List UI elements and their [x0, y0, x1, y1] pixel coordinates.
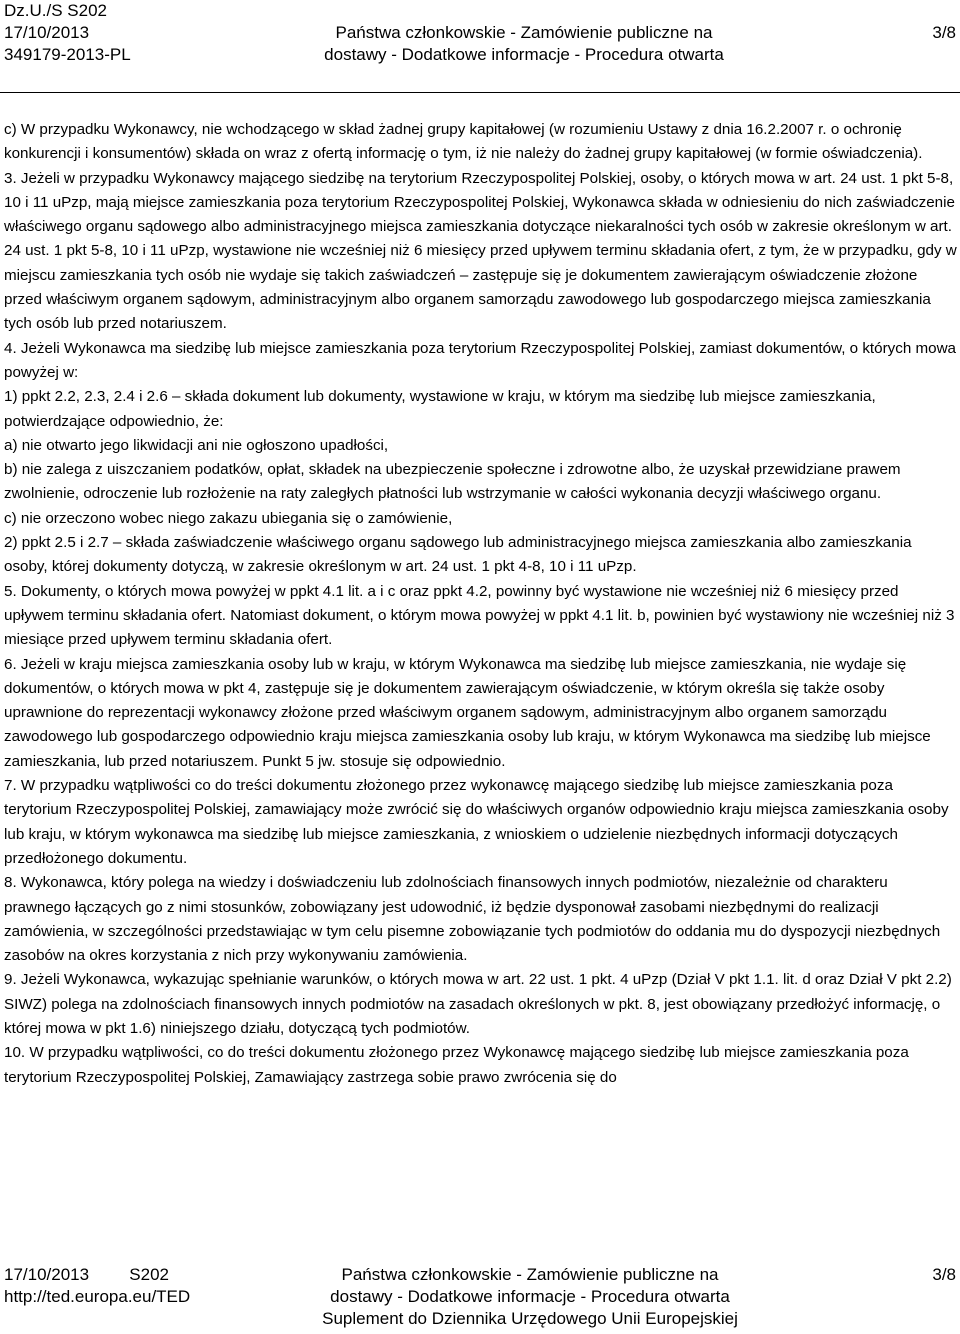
- footer-left-block: [4, 1264, 234, 1308]
- paragraph: b) nie zalega z uiszczaniem podatków, opłat, składek na ubezpieczenie społeczne i zdrowotne albo, że uzyskał przewidziane prawem zwolnienie, odroczenie lub rozłożenie na raty zaległych płatności lub wstrzymanie w całości wykonania decyzji właściwego organu.: [4, 461, 901, 503]
- footer-title-line3: Suplement do Dziennika Urzędowego Unii Europejskiej: [322, 1309, 738, 1328]
- footer-date: 17/10/2013: [4, 1265, 90, 1284]
- footer-url: http://ted.europa.eu/TED: [4, 1287, 191, 1306]
- footer-title: [300, 1264, 760, 1330]
- paragraph: 4. Jeżeli Wykonawca ma siedzibę lub miejsce zamieszkania poza terytorium Rzeczypospolitej Polskiej, zamiast dokumentów, o których mowa powyżej w:: [4, 339, 957, 381]
- document-body: [4, 118, 958, 1090]
- footer-date-row: [4, 1264, 169, 1286]
- footer-page-number: 3/8: [932, 1265, 956, 1284]
- paragraph: 6. Jeżeli w kraju miejsca zamieszkania osoby lub w kraju, w którym Wykonawca ma siedzibę lub miejsce zamieszkania, nie wydaje się dokumentów, o których mowa w pkt 4, zastępuje się je dokumentem zawierającym oświadczenie, w którym określa się także osoby uprawnione do reprezentacji wykonawcy złożone przed właściwym organem sądowym, administracyjnym albo organem samorządu zawodowego lub gospodarczego odpowiednio kraju miejsca zamieszkania osoby lub kraju, w którym Wykonawca ma siedzibę lub miejsce zamieszkania, lub przed notariuszem. Punkt 5 jw. stosuje się odpowiednio.: [4, 655, 931, 770]
- footer-title-line2: dostawy - Dodatkowe informacje - Procedura otwarta: [330, 1287, 730, 1306]
- paragraph: 1) ppkt 2.2, 2.3, 2.4 i 2.6 – składa dokument lub dokumenty, wystawione w kraju, w którym ma siedzibę lub miejsce zamieszkania, potwierdzające odpowiednio, że:: [4, 388, 876, 430]
- footer-title-line1: Państwa członkowskie - Zamówienie publiczne na: [341, 1265, 719, 1284]
- paragraph: c) nie orzeczono wobec niego zakazu ubiegania się o zamówienie,: [4, 509, 453, 527]
- paragraph: 5. Dokumenty, o których mowa powyżej w ppkt 4.1 lit. a i c oraz ppkt 4.2, powinny być wystawione nie wcześniej niż 6 miesięcy przed upływem terminu składania ofert. Natomiast dokument, o którym mowa powyżej w ppkt 4.1 lit. b, powinien być wystawiony nie wcześniej niż 3 miesiące przed upływem terminu składania ofert.: [4, 582, 955, 649]
- header-date: 17/10/2013: [4, 23, 90, 42]
- paragraph: 9. Jeżeli Wykonawca, wykazując spełnianie warunków, o których mowa w art. 22 ust. 1 pkt. 4 uPzp (Dział V pkt 1.1. lit. d oraz Dział V pkt 2.2) SIWZ) polega na zdolnościach finansowych innych podmiotów na zasadach określonych w pkt. 8, jest obowiązany przedłożyć informację, o której mowa w pkt 1.6) niniejszego działu, dotyczącą tych podmiotów.: [4, 971, 952, 1037]
- paragraph: 3. Jeżeli w przypadku Wykonawcy mającego siedzibę na terytorium Rzeczypospolitej Polskiej, osoby, o których mowa w art. 24 ust. 1 pkt 5-8, 10 i 11 uPzp, mają miejsce zamieszkania poza terytorium Rzeczypospolitej Polskiej, Wykonawca składa w odniesieniu do nich zaświadczenie właściwego organu sądowego albo administracyjnego miejsca zamieszkania dotyczące niekaralności tych osób w zakresie określonym w art. 24 ust. 1 pkt 5-8, 10 i 11 uPzp, wystawione nie wcześniej niż 6 miesięcy przed upływem terminu składania ofert, z tym, że w przypadku, gdy w miejscu zamieszkania tych osób nie wydaje się takich zaświadczeń – zastępuje się je dokumentem zawierającym oświadczenie złożone przed właściwym organem sądowym, administracyjnym albo organem samorządu zawodowego lub gospodarczego miejsca zamieszkania tych osób lub przed notariuszem.: [4, 169, 957, 333]
- header-doc-id: 349179-2013-PL: [4, 45, 131, 64]
- paragraph: 8. Wykonawca, który polega na wiedzy i doświadczeniu lub zdolnościach finansowych innych podmiotów, niezależnie od charakteru prawnego łączących go z nimi stosunków, zobowiązany jest udowodnić, iż będzie dysponował zasobami niezbędnymi do realizacji zamówienia, w szczególności przedstawiając w tym celu pisemne zobowiązanie tych podmiotów do oddania mu do dyspozycji niezbędnych zasobów na okres korzystania z nich przy wykonywaniu zamówienia.: [4, 874, 941, 965]
- paragraph: 7. W przypadku wątpliwości co do treści dokumentu złożonego przez wykonawcę mającego siedzibę lub miejsce zamieszkania poza terytorium Rzeczypospolitej Polskiej, zamawiający może zwrócić się do właściwych organów odpowiednio kraju miejsca zamieszkania osoby lub kraju, w którym wykonawca ma siedzibę lub miejsce zamieszkania, z wnioskiem o udzielenie niezbędnych informacji dotyczących przedłożonego dokumentu.: [4, 777, 949, 867]
- paragraph: c) W przypadku Wykonawcy, nie wchodzącego w skład żadnej grupy kapitałowej (w rozumieniu Ustawy z dnia 16.2.2007 r. o ochronię konkurencji i konsumentów) składa on wraz z ofertą informację o tym, iż nie należy do żadnej grupy kapitałowej (w formie oświadczenia).: [4, 121, 923, 163]
- header-left-block: [4, 0, 131, 66]
- paragraph: a) nie otwarto jego likwidacji ani nie ogłoszono upadłości,: [4, 436, 389, 454]
- header-page-number: 3/8: [932, 23, 956, 42]
- header-divider: [0, 92, 960, 93]
- paragraph: 2) ppkt 2.5 i 2.7 – składa zaświadczenie właściwego organu sądowego lub administracyjnego miejsca zamieszkania albo zamieszkania osoby, której dokumenty dotyczą, w zakresie określonym w art. 24 ust. 1 pkt 4-8, 10 i 11 uPzp.: [4, 534, 912, 576]
- paragraph: 10. W przypadku wątpliwości, co do treści dokumentu złożonego przez Wykonawcę mającego siedzibę lub miejsce zamieszkania poza terytorium Rzeczypospolitej Polskiej, Zamawiający zastrzega sobie prawo zwrócenia się do: [4, 1044, 909, 1086]
- header-title-line1: Państwa członkowskie - Zamówienie publiczne na: [335, 23, 713, 42]
- header-title-line2: dostawy - Dodatkowe informacje - Procedura otwarta: [324, 45, 724, 64]
- footer-series: S202: [129, 1265, 169, 1284]
- header-title: [324, 22, 724, 66]
- header-doc-ref: Dz.U./S S202: [4, 1, 107, 20]
- page-header: [0, 0, 960, 72]
- page-footer: [0, 1264, 960, 1334]
